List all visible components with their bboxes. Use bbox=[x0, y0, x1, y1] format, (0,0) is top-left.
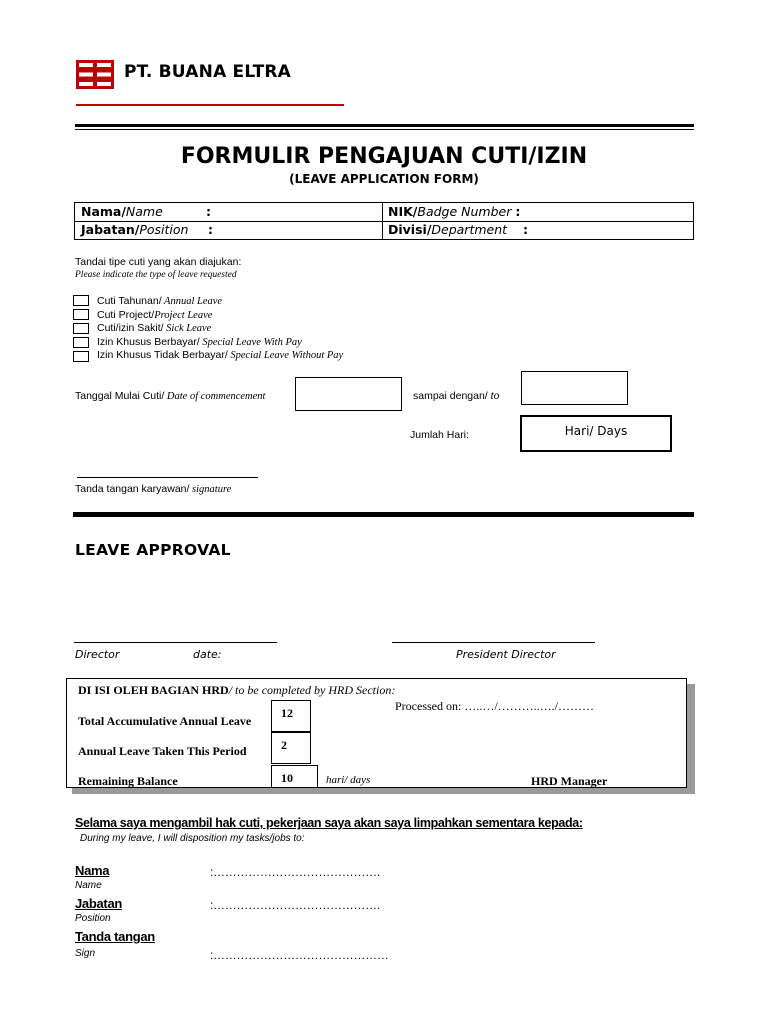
form-title: FORMULIR PENGAJUAN CUTI/IZIN bbox=[180, 144, 588, 169]
header-divider-thin bbox=[75, 129, 694, 130]
delegate-name-field[interactable]: :……………………………………. bbox=[210, 865, 380, 879]
end-date-label: sampai dengan/ to bbox=[413, 390, 500, 402]
company-name: PT. BUANA ELTRA bbox=[124, 62, 292, 82]
employee-identity-table bbox=[74, 202, 694, 240]
department-label-en: Department bbox=[431, 222, 508, 237]
delegate-position-label: Jabatan bbox=[75, 896, 123, 911]
president-director-label: President Director bbox=[456, 648, 556, 661]
delegate-position-field[interactable]: :……………………………………. bbox=[210, 898, 380, 912]
department-field[interactable] bbox=[388, 222, 507, 237]
president-director-signature-line[interactable] bbox=[392, 642, 595, 643]
section-divider bbox=[73, 512, 694, 517]
form-subtitle: (LEAVE APPLICATION FORM) bbox=[289, 172, 479, 186]
director-signature-line[interactable] bbox=[74, 642, 277, 643]
total-annual-leave-value[interactable]: 12 bbox=[271, 700, 311, 732]
delegate-name-label-en: Name bbox=[75, 880, 102, 891]
nik-label-en: Badge Number bbox=[417, 204, 512, 219]
delegate-signature-label-en: Sign bbox=[75, 948, 96, 959]
total-days-input[interactable] bbox=[520, 415, 672, 452]
name-label: Nama/ bbox=[81, 204, 126, 219]
nik-colon: : bbox=[515, 204, 521, 219]
special-leave-with-pay-checkbox[interactable] bbox=[73, 337, 89, 348]
hrd-manager-label: HRD Manager bbox=[531, 774, 608, 788]
remaining-balance-value[interactable]: 10 bbox=[271, 765, 318, 788]
position-label: Jabatan/ bbox=[81, 222, 140, 237]
delegation-statement-en: During my leave, I will disposition my tasks/jobs to: bbox=[80, 833, 305, 844]
position-colon: : bbox=[208, 222, 213, 237]
department-colon: : bbox=[523, 222, 528, 237]
leave-taken-value[interactable]: 2 bbox=[271, 732, 311, 764]
remaining-balance-label: Remaining Balance bbox=[78, 774, 178, 788]
special-leave-without-pay-option: Izin Khusus Tidak Berbayar/ Special Leave Without Pay bbox=[97, 349, 344, 361]
nik-field[interactable] bbox=[388, 204, 520, 219]
name-colon: : bbox=[206, 204, 211, 219]
header-divider bbox=[75, 124, 694, 127]
days-unit-text: Hari/ Days bbox=[564, 424, 628, 438]
annual-leave-option: Cuti Tahunan/ Annual Leave bbox=[97, 295, 223, 307]
position-label-en: Position bbox=[139, 222, 189, 237]
delegate-signature-label: Tanda tangan bbox=[75, 929, 155, 944]
hrd-section-title: DI ISI OLEH BAGIAN HRD/ to be completed by HRD Section: bbox=[78, 683, 396, 697]
buana-eltra-logo-icon bbox=[76, 60, 114, 89]
name-label-en: Name bbox=[125, 204, 163, 219]
sick-leave-checkbox[interactable] bbox=[73, 323, 89, 334]
approval-date-label: date: bbox=[193, 648, 222, 661]
start-date-input[interactable] bbox=[295, 377, 402, 411]
nik-label: NIK/ bbox=[388, 204, 418, 219]
delegate-position-label-en: Position bbox=[75, 913, 111, 924]
special-leave-with-pay-option: Izin Khusus Berbayar/ Special Leave With Pay bbox=[97, 336, 302, 348]
hrd-processed-on: Processed on: …..…/………..…./……… bbox=[395, 699, 594, 713]
total-days-label: Jumlah Hari: bbox=[410, 429, 469, 441]
leave-approval-heading: LEAVE APPROVAL bbox=[75, 541, 231, 559]
end-date-input[interactable] bbox=[521, 371, 628, 405]
project-leave-checkbox[interactable] bbox=[73, 309, 89, 320]
employee-signature-line[interactable] bbox=[77, 477, 258, 478]
department-label: Divisi/ bbox=[388, 222, 432, 237]
sick-leave-option: Cuti/izin Sakit/ Sick Leave bbox=[97, 322, 212, 334]
position-field[interactable] bbox=[81, 222, 188, 237]
hrd-section bbox=[66, 678, 687, 788]
director-label: Director bbox=[75, 648, 120, 661]
leave-taken-label: Annual Leave Taken This Period bbox=[78, 744, 247, 758]
leave-type-instruction: Tandai tipe cuti yang akan diajukan: bbox=[75, 256, 242, 268]
delegate-signature-field[interactable]: :……………………………………… bbox=[210, 948, 389, 962]
project-leave-option: Cuti Project/Project Leave bbox=[97, 309, 213, 321]
name-field[interactable] bbox=[81, 204, 163, 219]
special-leave-without-pay-checkbox[interactable] bbox=[73, 351, 89, 362]
days-unit-label: hari/ days bbox=[326, 774, 371, 786]
employee-signature-label: Tanda tangan karyawan/ signature bbox=[75, 483, 232, 495]
header-accent-line bbox=[76, 104, 344, 106]
total-annual-leave-label: Total Accumulative Annual Leave bbox=[78, 714, 252, 728]
delegation-statement: Selama saya mengambil hak cuti, pekerjaan saya akan saya limpahkan sementara kepada: bbox=[75, 816, 583, 830]
delegate-name-label: Nama bbox=[75, 863, 110, 878]
start-date-label: Tanggal Mulai Cuti/ Date of commencement bbox=[75, 390, 266, 402]
leave-type-instruction-en: Please indicate the type of leave requested bbox=[75, 270, 237, 280]
annual-leave-checkbox[interactable] bbox=[73, 295, 89, 306]
